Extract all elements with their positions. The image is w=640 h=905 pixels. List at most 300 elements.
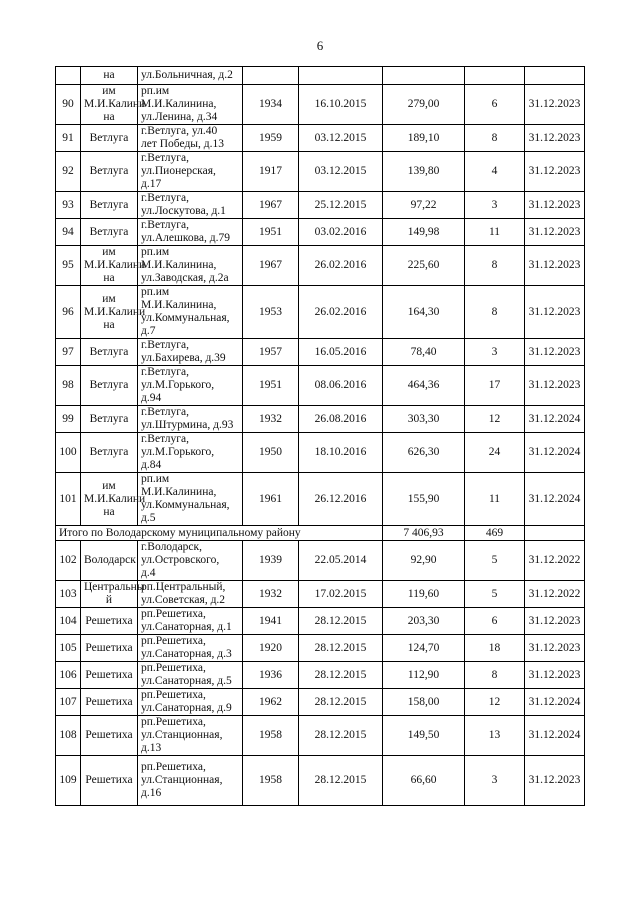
area-cell-text: 124,70 [407,641,440,654]
address-cell-text: рп.им М.И.Калинина, ул.Заводская, д.2а [141,246,229,284]
deadline-cell-text: 31.12.2023 [528,98,581,110]
settlement-cell-text: им М.И.Калини на [84,85,146,123]
build-year-cell-text: 1951 [259,379,282,391]
address-cell-text: рп.Решетиха, ул.Санаторная, д.1 [141,608,232,633]
build-year-cell [243,192,299,219]
deadline-cell [525,125,585,152]
deadline-cell [525,541,585,581]
row-number-cell-text: 105 [59,641,77,654]
address-cell-text: г.Ветлуга, ул.Бахирева, д.39 [141,339,226,364]
settlement-cell [81,756,138,806]
recognition-date-cell [299,662,383,689]
total-count [465,526,525,541]
build-year-cell [243,246,299,286]
build-year-cell [243,152,299,192]
residents-count-cell-text: 4 [491,165,498,177]
residents-count-cell [465,608,525,635]
build-year-cell [243,635,299,662]
area-cell-text: 112,90 [407,668,440,681]
residents-count-cell [465,756,525,806]
residents-count-cell [465,662,525,689]
deadline-cell [525,219,585,246]
settlement-cell-text: им М.И.Калини на [84,479,146,518]
residents-count-cell-text: 12 [488,412,501,425]
residents-count-cell [465,716,525,756]
table-row [56,219,585,246]
row-number-cell-text: 99 [62,412,74,425]
deadline-cell-text: 31.12.2024 [528,412,581,425]
total-empty [525,526,585,541]
residents-count-cell-text: 3 [491,198,498,211]
recognition-date-cell [299,608,383,635]
area-cell-text: 149,50 [407,729,440,741]
settlement-cell [81,246,146,286]
row-number-cell [56,406,81,433]
table-row [56,366,585,406]
address-cell [138,716,243,756]
area-cell-text: 97,22 [410,198,437,211]
row-number-cell-text: 100 [59,446,77,458]
residents-count-cell-text: 6 [491,98,498,110]
residents-count-cell [465,689,525,716]
area-cell [383,581,465,608]
deadline-cell [525,756,585,806]
table-row [56,635,585,662]
deadline-cell [525,473,585,526]
address-cell [138,541,243,581]
table-row [56,662,585,689]
recognition-date-cell-text: 16.05.2016 [314,345,367,358]
address-cell-text: рп.Решетиха, ул.Станционная, д.16 [141,761,223,799]
recognition-date-cell-text: 26.08.2016 [314,412,367,425]
area-cell-text: 303,30 [407,412,440,425]
address-cell [138,219,243,246]
deadline-cell [525,716,585,756]
settlement-cell-text: Ветлуга [89,345,129,358]
build-year-cell-text: 1959 [259,131,282,144]
row-number-cell-text: 97 [62,345,74,358]
build-year-cell [243,67,299,85]
address-cell [138,339,243,366]
total-row [56,526,585,541]
area-cell-text: 155,90 [407,492,440,505]
settlement-cell [81,286,146,339]
build-year-cell [243,541,299,581]
residents-count-cell [465,635,525,662]
residents-count-cell [465,406,525,433]
area-cell-text: 189,10 [407,131,440,144]
total-label [56,526,383,541]
area-cell [383,541,465,581]
build-year-cell [243,756,299,806]
deadline-cell-text: 31.12.2022 [528,587,581,600]
deadline-cell [525,246,585,286]
recognition-date-cell-text: 26.02.2016 [314,259,367,271]
settlement-cell-text: Ветлуга [89,165,129,177]
row-number-cell [56,662,81,689]
area-cell-text: 164,30 [407,305,440,318]
area-cell [383,716,465,756]
row-number-cell-text: 107 [59,695,77,708]
address-cell-text: г.Ветлуга, ул.М.Горького, д.84 [141,433,215,471]
build-year-cell-text: 1958 [259,774,282,786]
row-number-cell [56,152,81,192]
area-cell [383,286,465,339]
area-cell-text: 149,98 [407,225,440,238]
settlement-cell [81,67,138,85]
address-cell [138,689,243,716]
build-year-cell-text: 1967 [259,259,282,271]
recognition-date-cell [299,433,383,473]
build-year-cell [243,286,299,339]
table-row [56,192,585,219]
area-cell-text: 203,30 [407,614,440,627]
page-number: 6 [316,38,324,53]
settlement-cell [81,406,138,433]
recognition-date-cell-text: 17.02.2015 [314,587,367,600]
table-row [56,756,585,806]
residents-count-cell [465,433,525,473]
build-year-cell-text: 1917 [259,165,282,177]
recognition-date-cell [299,756,383,806]
residents-count-cell [465,219,525,246]
table-row [56,716,585,756]
address-cell-text: г.Ветлуга, ул.М.Горького, д.94 [141,366,215,404]
settlement-cell-text: Решетиха [85,641,133,654]
address-cell-text: г.Ветлуга, ул.40 лет Победы, д.13 [141,125,225,150]
deadline-cell [525,433,585,473]
settlement-cell-text: Решетиха [85,668,133,681]
address-cell-text: г.Ветлуга, ул.Алешкова, д.79 [141,219,230,244]
settlement-cell-text: Ветлуга [89,379,129,391]
recognition-date-cell [299,67,383,85]
settlement-cell-text: Ветлуга [89,446,129,458]
total-area [383,526,465,541]
area-cell [383,246,465,286]
address-cell [138,608,243,635]
address-cell [138,366,243,406]
address-cell [138,433,243,473]
settlement-cell [81,689,138,716]
settlement-cell-text: Решетиха [85,774,133,786]
area-cell [383,192,465,219]
settlement-cell [81,125,138,152]
area-cell-text: 225,60 [407,259,440,271]
address-cell [138,246,243,286]
deadline-cell-text: 31.12.2023 [528,305,581,318]
row-number-cell-text: 103 [59,587,77,600]
build-year-cell-text: 1961 [259,492,282,505]
row-number-cell [56,125,81,152]
row-number-cell [56,246,81,286]
recognition-date-cell-text: 25.12.2015 [314,198,367,211]
recognition-date-cell-text: 28.12.2015 [314,641,367,654]
recognition-date-cell-text: 28.12.2015 [314,729,367,741]
residents-count-cell [465,125,525,152]
row-number-cell [56,635,81,662]
table-row [56,581,585,608]
build-year-cell [243,219,299,246]
row-number-cell [56,608,81,635]
row-number-cell-text: 95 [62,259,74,271]
area-cell-text: 464,36 [407,379,440,391]
residents-count-cell-text: 8 [491,668,498,681]
settlement-cell [81,433,138,473]
deadline-cell-text: 31.12.2023 [528,774,581,786]
area-cell [383,433,465,473]
build-year-cell [243,716,299,756]
residents-count-cell [465,581,525,608]
deadline-cell [525,339,585,366]
deadline-cell [525,67,585,85]
row-number-cell-text: 91 [62,131,74,144]
build-year-cell-text: 1953 [259,305,282,318]
settlement-cell [81,581,145,608]
residents-count-cell [465,192,525,219]
row-number-cell [56,433,81,473]
address-cell-text: г.Ветлуга, ул.Лоскутова, д.1 [141,192,226,217]
settlement-cell-text: Ветлуга [89,131,129,144]
deadline-cell [525,192,585,219]
recognition-date-cell-text: 26.02.2016 [314,305,367,318]
address-cell [138,286,243,339]
row-number-cell-text: 94 [62,225,74,238]
recognition-date-cell-text: 22.05.2014 [314,554,367,566]
address-cell-text: рп.Решетиха, ул.Станционная, д.13 [141,716,223,754]
area-cell-text: 279,00 [407,98,440,110]
settlement-cell-text: на [103,69,115,81]
build-year-cell [243,85,299,125]
deadline-cell [525,689,585,716]
row-number-cell-text: 90 [62,98,74,110]
table-row [56,689,585,716]
area-cell [383,152,465,192]
table-row [56,125,585,152]
deadline-cell-text: 31.12.2023 [528,198,581,211]
recognition-date-cell-text: 18.10.2016 [314,446,367,458]
row-number-cell-text: 101 [59,492,77,505]
address-cell [138,473,243,526]
deadline-cell-text: 31.12.2023 [528,259,581,271]
table-body [56,67,585,806]
settlement-cell [81,541,138,581]
settlement-cell [81,85,146,125]
residents-count-cell [465,67,525,85]
deadline-cell [525,608,585,635]
address-cell-text: г.Ветлуга, ул.Пионерская, д.17 [141,152,216,190]
total-label-text: Итого по Володарскому муниципальному району [59,526,301,539]
row-number-cell [56,67,81,85]
deadline-cell [525,152,585,192]
address-cell-text: рп.им М.И.Калинина, ул.Ленина, д.34 [141,85,218,123]
residents-count-cell [465,286,525,339]
address-cell [138,125,243,152]
residents-count-cell-text: 13 [488,729,501,741]
area-cell [383,473,465,526]
area-cell [383,608,465,635]
address-cell [138,756,243,806]
row-number-cell [56,286,81,339]
settlement-cell [81,473,146,526]
deadline-cell-text: 31.12.2024 [528,446,581,458]
row-number-cell [56,366,81,406]
row-number-cell-text: 96 [62,305,74,318]
recognition-date-cell [299,286,383,339]
row-number-cell-text: 106 [59,668,77,681]
deadline-cell [525,406,585,433]
residents-count-cell [465,366,525,406]
settlement-cell [81,716,138,756]
row-number-cell [56,339,81,366]
residents-count-cell-text: 11 [488,225,501,238]
build-year-cell [243,125,299,152]
settlement-cell [81,662,138,689]
area-cell [383,85,465,125]
row-number-cell [56,756,81,806]
row-number-cell [56,473,81,526]
recognition-date-cell [299,246,383,286]
recognition-date-cell [299,541,383,581]
deadline-cell-text: 31.12.2023 [528,379,581,391]
recognition-date-cell-text: 28.12.2015 [314,774,367,786]
address-cell [138,662,243,689]
area-cell [383,219,465,246]
recognition-date-cell-text: 03.02.2016 [314,225,367,238]
settlement-cell-text: им М.И.Калини на [84,246,146,284]
residents-count-cell-text: 18 [488,641,501,654]
deadline-cell-text: 31.12.2023 [528,641,581,654]
table-row [56,608,585,635]
address-cell [138,192,243,219]
area-cell-text: 139,80 [407,165,440,177]
settlement-cell-text: Ветлуга [89,198,129,211]
settlement-cell [81,635,138,662]
address-cell-text: рп.Решетиха, ул.Санаторная, д.5 [141,662,232,687]
build-year-cell [243,473,299,526]
recognition-date-cell [299,219,383,246]
build-year-cell [243,366,299,406]
row-number-cell-text: 104 [59,614,77,627]
build-year-cell-text: 1934 [259,98,282,110]
address-cell [138,152,243,192]
area-cell-text: 92,90 [410,554,437,566]
address-cell [138,406,243,433]
table-row [56,286,585,339]
deadline-cell [525,635,585,662]
recognition-date-cell-text: 03.12.2015 [314,165,367,177]
residents-count-cell [465,85,525,125]
recognition-date-cell-text: 03.12.2015 [314,131,367,144]
settlement-cell-text: Решетиха [85,729,133,741]
address-cell-text: рп.Центральный, ул.Советская, д.2 [141,581,226,606]
deadline-cell-text: 31.12.2024 [528,695,581,708]
row-number-cell [56,581,81,608]
row-number-cell [56,716,81,756]
recognition-date-cell-text: 28.12.2015 [314,695,367,708]
residents-count-cell-text: 11 [488,492,501,505]
area-cell [383,67,465,85]
table-row [56,67,585,85]
residents-count-cell [465,246,525,286]
address-cell-text: рп.им М.И.Калинина, ул.Коммунальная, д.7 [141,286,230,337]
recognition-date-cell [299,85,383,125]
address-cell-text: г.Володарск, ул.Островского, д.4 [141,541,220,579]
build-year-cell-text: 1962 [259,695,282,708]
build-year-cell-text: 1950 [259,446,282,458]
address-cell-text: рп.Решетиха, ул.Санаторная, д.3 [141,635,232,660]
residents-count-cell-text: 17 [488,379,501,391]
recognition-date-cell [299,581,383,608]
area-cell-text: 66,60 [410,774,437,786]
area-cell [383,689,465,716]
area-cell [383,406,465,433]
residents-count-cell-text: 24 [488,446,501,458]
row-number-cell-text: 102 [59,554,77,566]
recognition-date-cell [299,125,383,152]
build-year-cell [243,581,299,608]
build-year-cell-text: 1941 [259,614,282,627]
build-year-cell-text: 1939 [259,554,282,566]
table-row [56,152,585,192]
address-cell [138,581,243,608]
settlement-cell [81,339,138,366]
address-cell-text: ул.Больничная, д.2 [141,69,233,81]
recognition-date-cell [299,339,383,366]
build-year-cell-text: 1958 [259,729,282,741]
deadline-cell [525,662,585,689]
build-year-cell-text: 1932 [259,587,282,600]
row-number-cell-text: 93 [62,198,74,211]
address-cell [138,635,243,662]
recognition-date-cell [299,192,383,219]
deadline-cell-text: 31.12.2023 [528,345,581,358]
deadline-cell-text: 31.12.2023 [528,614,581,627]
deadline-cell-text: 31.12.2023 [528,131,581,144]
residents-count-cell-text: 8 [491,131,498,144]
table-row [56,433,585,473]
recognition-date-cell-text: 28.12.2015 [314,614,367,627]
table-row [56,339,585,366]
table-row [56,406,585,433]
settlement-cell-text: Ветлуга [89,225,129,238]
area-cell-text: 626,30 [407,446,440,458]
address-cell-text: рп.им М.И.Калинина, ул.Коммунальная, д.5 [141,473,230,524]
residents-count-cell [465,339,525,366]
recognition-date-cell [299,366,383,406]
row-number-cell [56,689,81,716]
area-cell [383,339,465,366]
area-cell [383,366,465,406]
row-number-cell [56,85,81,125]
deadline-cell [525,366,585,406]
total-area-text: 7 406,93 [403,526,444,539]
table-row [56,246,585,286]
address-cell-text: рп.Решетиха, ул.Санаторная, д.9 [141,689,232,714]
recognition-date-cell [299,406,383,433]
area-cell [383,635,465,662]
deadline-cell-text: 31.12.2023 [528,225,581,238]
settlement-cell-text: Володарск [84,554,136,566]
row-number-cell-text: 98 [62,379,74,391]
build-year-cell [243,433,299,473]
residents-count-cell-text: 3 [491,774,498,786]
settlement-cell-text: им М.И.Калини на [84,292,146,331]
build-year-cell [243,339,299,366]
deadline-cell [525,85,585,125]
residents-count-cell [465,152,525,192]
row-number-cell [56,219,81,246]
settlement-cell [81,366,138,406]
